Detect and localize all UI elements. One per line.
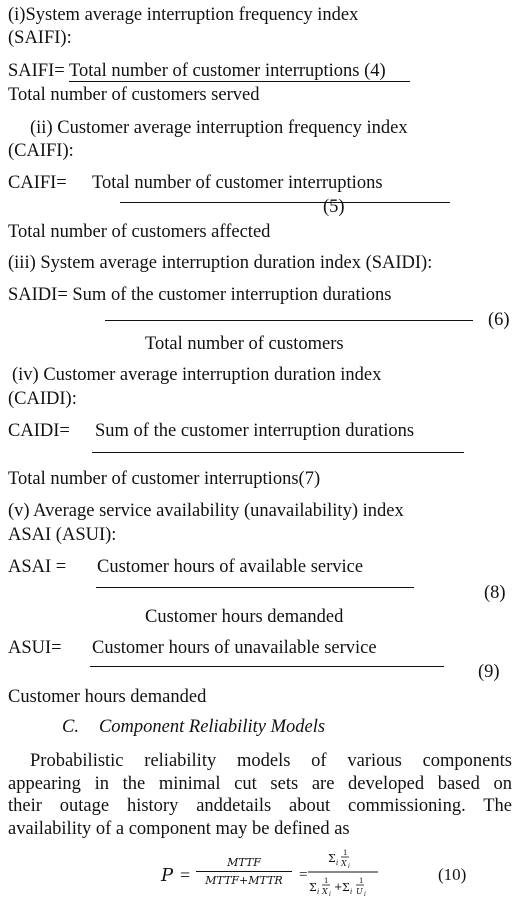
saifi-eq-no: (4) <box>364 61 386 81</box>
eq10-equals: = <box>180 865 191 885</box>
svg-text:i: i <box>348 863 350 870</box>
saifi-denominator: Total number of customers served <box>8 85 260 105</box>
saidi-denominator: Total number of customers <box>145 334 344 354</box>
asai-heading-cont: ASAI (ASUI): <box>8 525 117 545</box>
eq10-equals-2: = <box>299 867 308 883</box>
svg-text:i: i <box>329 891 331 898</box>
caifi-eq-no: (5) <box>323 197 345 217</box>
saifi-heading: (i)System average interruption frequency index <box>8 5 359 25</box>
svg-text:X: X <box>341 859 347 868</box>
caidi-fraction-bar <box>92 452 464 453</box>
section-c-title: Component Reliability Models <box>98 717 326 737</box>
asui-fraction-bar <box>90 666 444 667</box>
svg-text:1: 1 <box>324 877 329 885</box>
caifi-heading-cont: (CAIFI): <box>8 141 74 161</box>
svg-text:i: i <box>317 888 320 896</box>
asai-denominator: Customer hours demanded <box>145 607 344 627</box>
asai-numerator: Customer hours of available service <box>97 557 364 577</box>
asai-fraction-bar <box>96 587 414 588</box>
asai-eq-no: (8) <box>484 583 506 603</box>
paragraph-line: their outage history anddetails about commissioning. The <box>8 796 512 816</box>
caifi-fraction-bar <box>120 202 450 203</box>
section-c-heading <box>62 718 325 737</box>
caifi-lhs: CAIFI= <box>8 173 67 193</box>
paragraph-line: appearing in the minimal cut sets are developed based on <box>8 773 512 794</box>
asai-heading: (v) Average service availability (unavailability) index <box>8 501 404 521</box>
saidi-eq-no: (6) <box>488 310 510 330</box>
svg-text:Σ: Σ <box>342 881 350 894</box>
svg-text:i: i <box>350 888 353 896</box>
saidi-lhs: SAIDI= <box>8 285 73 305</box>
saifi-heading-cont: (SAIFI): <box>8 28 72 48</box>
caidi-lhs: CAIDI= <box>8 421 70 441</box>
saifi-numerator: Total number of customer interruptions <box>68 61 360 81</box>
eq10-fraction-2 <box>306 845 380 909</box>
caifi-heading: (ii) Customer average interruption frequency index <box>30 118 408 138</box>
saidi-lhs-numerator <box>8 286 391 305</box>
svg-text:i: i <box>336 859 339 867</box>
saidi-fraction-bar <box>105 320 473 321</box>
caifi-denominator: Total number of customers affected <box>8 222 271 242</box>
eq10-denominator: MTTF+MTTR <box>205 874 283 887</box>
eq10-fraction-bar-1 <box>196 871 292 872</box>
caidi-heading: (iv) Customer average interruption duration index <box>12 365 382 385</box>
asui-denominator: Customer hours demanded <box>8 687 207 707</box>
svg-text:i: i <box>364 891 366 898</box>
caidi-denominator-line <box>8 470 320 489</box>
eq10-fraction-1 <box>196 856 292 887</box>
section-c-label: C. <box>62 717 79 737</box>
paragraph-line: availability of a component may be defined as <box>8 818 350 839</box>
svg-text:Σ: Σ <box>309 881 317 894</box>
saifi-formula <box>8 62 410 81</box>
body-paragraph <box>8 750 512 840</box>
caidi-heading-cont: (CAIDI): <box>8 389 77 409</box>
saifi-lhs: SAIFI= <box>8 61 69 81</box>
asui-lhs: ASUI= <box>8 638 62 658</box>
asui-numerator: Customer hours of unavailable service <box>92 638 377 658</box>
svg-text:1: 1 <box>359 877 364 885</box>
caidi-eq-no: (7) <box>298 469 321 489</box>
caifi-numerator: Total number of customer interruptions <box>92 173 383 193</box>
svg-text:Σ: Σ <box>328 852 336 865</box>
svg-text:1: 1 <box>343 849 348 857</box>
svg-text:X: X <box>322 887 328 896</box>
asai-lhs: ASAI = <box>8 557 67 577</box>
saidi-numerator: Sum of the customer interruption durations <box>72 285 392 305</box>
eq10-eq-no: (10) <box>438 865 467 884</box>
caidi-denominator: Total number of customer interruptions <box>8 469 299 489</box>
paragraph-line: Probabilistic reliability models of various components <box>30 751 512 771</box>
caidi-numerator: Sum of the customer interruption durations <box>95 421 415 441</box>
asui-eq-no: (9) <box>478 662 500 682</box>
eq10-numerator: MTTF <box>227 856 261 869</box>
svg-text:+: + <box>334 882 343 893</box>
saidi-heading: (iii) System average interruption duration index (SAIDI): <box>8 253 433 273</box>
eq10-lhs: P <box>161 865 174 886</box>
svg-text:U: U <box>356 887 363 896</box>
